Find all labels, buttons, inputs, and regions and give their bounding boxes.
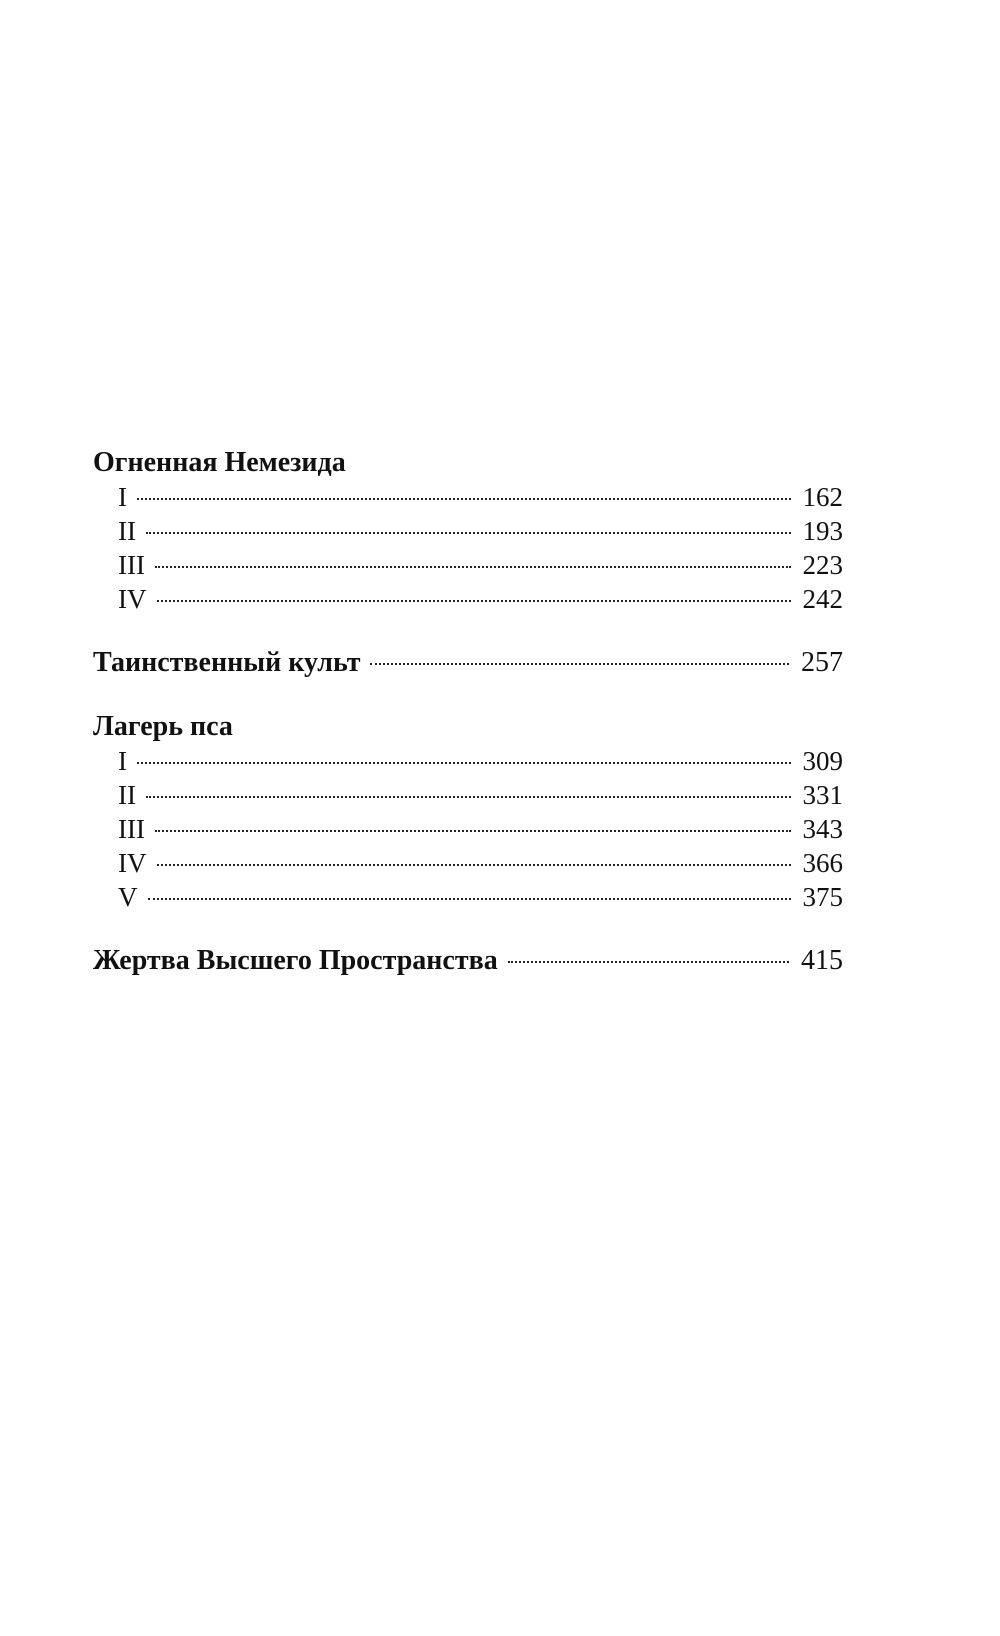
entry-page-number: 331	[802, 780, 843, 810]
toc-entry[interactable]	[93, 880, 843, 914]
toc-entry[interactable]	[93, 514, 843, 548]
dot-leader	[157, 600, 791, 602]
dot-leader	[508, 961, 789, 963]
dot-leader	[370, 663, 789, 665]
toc-entry[interactable]	[93, 846, 843, 880]
toc-entry[interactable]	[93, 480, 843, 514]
section-title: Огненная Немезида	[93, 447, 346, 478]
toc-section-tainstvennyy-kult	[93, 646, 843, 680]
toc-entry[interactable]	[93, 646, 843, 680]
entry-label: V	[118, 882, 138, 912]
dot-leader	[137, 498, 791, 500]
toc-entry[interactable]	[93, 548, 843, 582]
dot-leader	[157, 864, 791, 866]
dot-leader	[155, 830, 791, 832]
entry-page-number: 162	[802, 482, 843, 512]
entry-page-number: 223	[802, 550, 843, 580]
dot-leader	[148, 898, 791, 900]
entry-page-number: 343	[802, 814, 843, 844]
dot-leader	[137, 762, 791, 764]
entry-page-number: 366	[802, 848, 843, 878]
entry-label: II	[118, 516, 136, 546]
entry-page-number: 242	[802, 584, 843, 614]
table-of-contents	[93, 446, 843, 978]
entry-page-number: 415	[801, 945, 843, 976]
entry-page-number: 257	[801, 647, 843, 678]
toc-entry[interactable]	[93, 582, 843, 616]
entry-label: I	[118, 482, 127, 512]
toc-section-lager-psa	[93, 710, 843, 914]
entry-label: I	[118, 746, 127, 776]
toc-entry[interactable]	[93, 812, 843, 846]
entry-label: III	[118, 814, 145, 844]
dot-leader	[146, 796, 791, 798]
section-title: Лагерь пса	[93, 711, 233, 742]
toc-entry[interactable]	[93, 778, 843, 812]
entry-label: Жертва Высшего Пространства	[93, 945, 498, 976]
entry-label: IV	[118, 848, 147, 878]
toc-entry[interactable]	[93, 744, 843, 778]
dot-leader	[155, 566, 791, 568]
entry-label: III	[118, 550, 145, 580]
entry-label: IV	[118, 584, 147, 614]
entry-page-number: 375	[802, 882, 843, 912]
entry-label: Таинственный культ	[93, 647, 361, 678]
toc-section-ognennaya-nemezida	[93, 446, 843, 616]
entry-page-number: 193	[802, 516, 843, 546]
entry-label: II	[118, 780, 136, 810]
dot-leader	[146, 532, 791, 534]
toc-entry[interactable]	[93, 944, 843, 978]
toc-section-zhertva	[93, 944, 843, 978]
entry-page-number: 309	[802, 746, 843, 776]
